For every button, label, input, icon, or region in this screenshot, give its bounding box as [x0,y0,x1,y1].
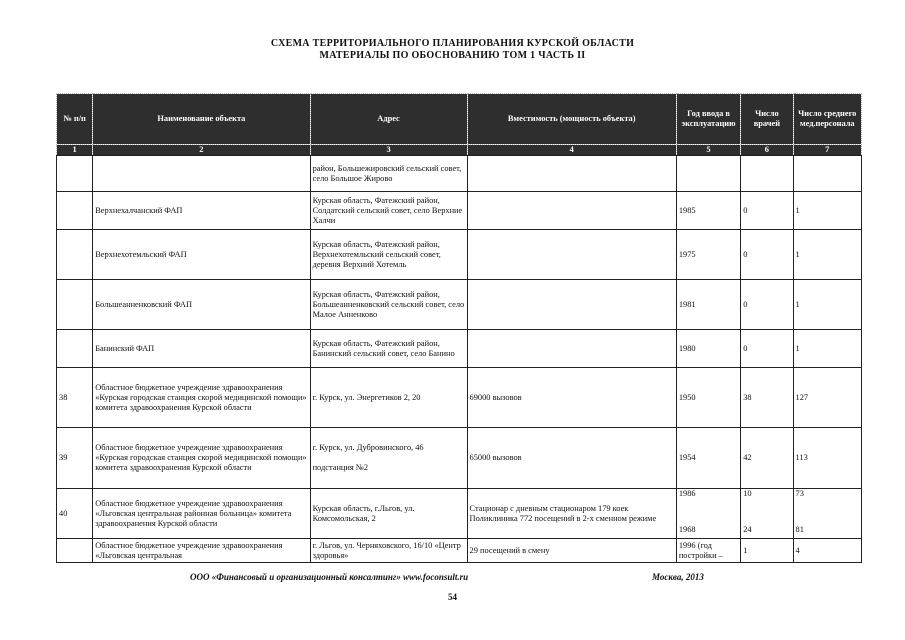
cell-capacity: 65000 вызовов [467,428,676,489]
cell-address: район, Большежировский сельский совет, село Большое Жирово [310,156,467,192]
cell-year: 1996 (год постройки – [676,539,740,563]
cell-nurses-extra: 81 [795,525,804,534]
table-row [57,489,862,539]
cell-nurses: 4 [793,539,861,563]
cell-address: Курская область, Фатежский район, Большеанненковский сельский совет, село Малое Анненково [310,280,467,330]
table-row [57,230,862,280]
cell-name: Верхнехалчанский ФАП [93,192,310,230]
cell-year: 1981 [676,280,740,330]
cell-capacity [467,156,676,192]
cell-capacity-extra: Поликлиника 772 посещений в 2-х сменном режиме [469,513,657,523]
header-title: СХЕМА ТЕРРИТОРИАЛЬНОГО ПЛАНИРОВАНИЯ КУРСКОЙ ОБЛАСТИ [270,38,635,49]
cell-nurses-multi [793,489,861,539]
cell-capacity [467,192,676,230]
cell-nurses: 1 [793,280,861,330]
cell-nurses: 1 [793,192,861,230]
cell-year: 1954 [676,428,740,489]
table-row [57,368,862,428]
table-header-row [57,94,862,145]
table-row [57,192,862,230]
cell-name: Областное бюджетное учреждение здравоохранения «Курская городская станция скорой медицинской помощи» комитета здравоохранения Курской области [93,368,310,428]
cell-nurses: 127 [793,368,861,428]
cell-capacity-multi [467,489,676,539]
col-number: 3 [310,145,467,156]
document-header [0,38,905,62]
cell-address: Курская область, г.Льгов, ул. Комсомольская, 2 [310,489,467,539]
cell-address: г. Льгов, ул. Черняховского, 16/10 «Центр здоровья» [310,539,467,563]
cell-doctors-multi [741,489,793,539]
cell-doctors: 38 [741,368,793,428]
cell-name: Большеанненковский ФАП [93,280,310,330]
cell-number [57,280,93,330]
cell-year-extra: 1968 [678,525,696,534]
col-number: 2 [93,145,310,156]
cell-capacity [467,330,676,368]
cell-capacity: 29 посещений в смену [467,539,676,563]
col-number: 4 [467,145,676,156]
col-header-name: Наименование объекта [93,94,310,145]
cell-doctors: 0 [741,280,793,330]
cell-name: Верхнехотемльский ФАП [93,230,310,280]
cell-year: 1986 [678,489,696,498]
col-number: 7 [793,145,861,156]
table-row [57,428,862,489]
cell-number [57,192,93,230]
cell-name: Банинский ФАП [93,330,310,368]
table-column-number-row [57,145,862,156]
cell-year: 1985 [676,192,740,230]
cell-doctors: 1 [741,539,793,563]
cell-doctors-extra: 24 [743,525,752,534]
cell-year: 1975 [676,230,740,280]
col-header-capacity: Вместимость (мощность объекта) [467,94,676,145]
cell-address: Курская область, Фатежский район, Солдатский сельский совет, село Верхние Халчи [310,192,467,230]
cell-name: Областное бюджетное учреждение здравоохранения «Льговская центральная [93,539,310,563]
cell-nurses [793,156,861,192]
cell-number [57,330,93,368]
cell-capacity: Стационар с дневным стационаром 179 коек [469,503,629,513]
cell-doctors: 0 [741,192,793,230]
cell-year: 1950 [676,368,740,428]
cell-nurses: 1 [793,230,861,280]
col-number: 5 [676,145,740,156]
cell-year [676,156,740,192]
cell-number: 40 [57,489,93,539]
col-header-year: Год ввода в эксплуатацию [676,94,740,145]
cell-doctors [741,156,793,192]
cell-year: 1980 [676,330,740,368]
page-number: 54 [448,592,457,602]
cell-capacity [467,280,676,330]
cell-address-multi [310,428,467,489]
col-header-number: № п/п [57,94,93,145]
cell-doctors: 10 [743,489,752,498]
cell-number [57,156,93,192]
footer-place-year: Москва, 2013 [652,572,704,582]
table-row [57,156,862,192]
cell-number [57,539,93,563]
footer-company: ООО «Финансовый и организационный консалтинг» www.foconsult.ru [190,572,469,582]
table-row [57,539,862,563]
cell-number: 39 [57,428,93,489]
cell-address: Курская область, Фатежский район, Банинский сельский совет, село Банино [310,330,467,368]
cell-capacity: 69000 вызовов [467,368,676,428]
cell-year-multi [676,489,740,539]
cell-nurses: 113 [793,428,861,489]
cell-nurses: 1 [793,330,861,368]
facilities-table [56,93,862,563]
col-header-nurses: Число среднего мед.персонала [793,94,861,145]
cell-spacer [679,499,738,525]
cell-address: г. Курск, ул. Энергетиков 2, 20 [310,368,467,428]
cell-name: Областное бюджетное учреждение здравоохранения «Курская городская станция скорой медицинской помощи» комитета здравоохранения Курской области [93,428,310,489]
col-number: 6 [741,145,793,156]
cell-spacer [743,499,790,525]
cell-spacer [796,499,859,525]
cell-address-extra: подстанция №2 [312,463,369,472]
cell-address: г. Курск, ул. Дубровинского, 46 [312,443,424,452]
col-number: 1 [57,145,93,156]
col-header-address: Адрес [310,94,467,145]
cell-nurses: 73 [795,489,804,498]
cell-address: Курская область, Фатежский район, Верхнехотемльский сельский совет, деревня Верхний Хотемль [310,230,467,280]
cell-spacer [313,453,465,463]
cell-number [57,230,93,280]
header-subtitle: МАТЕРИАЛЫ ПО ОБОСНОВАНИЮ ТОМ 1 ЧАСТЬ II [319,50,586,61]
cell-capacity [467,230,676,280]
cell-name [93,156,310,192]
cell-doctors: 42 [741,428,793,489]
cell-number: 38 [57,368,93,428]
table-row [57,280,862,330]
col-header-doctors: Число врачей [741,94,793,145]
cell-doctors: 0 [741,330,793,368]
table-row [57,330,862,368]
cell-name: Областное бюджетное учреждение здравоохранения «Льговская центральная районная больница» комитета здравоохранения Курской области [93,489,310,539]
cell-doctors: 0 [741,230,793,280]
